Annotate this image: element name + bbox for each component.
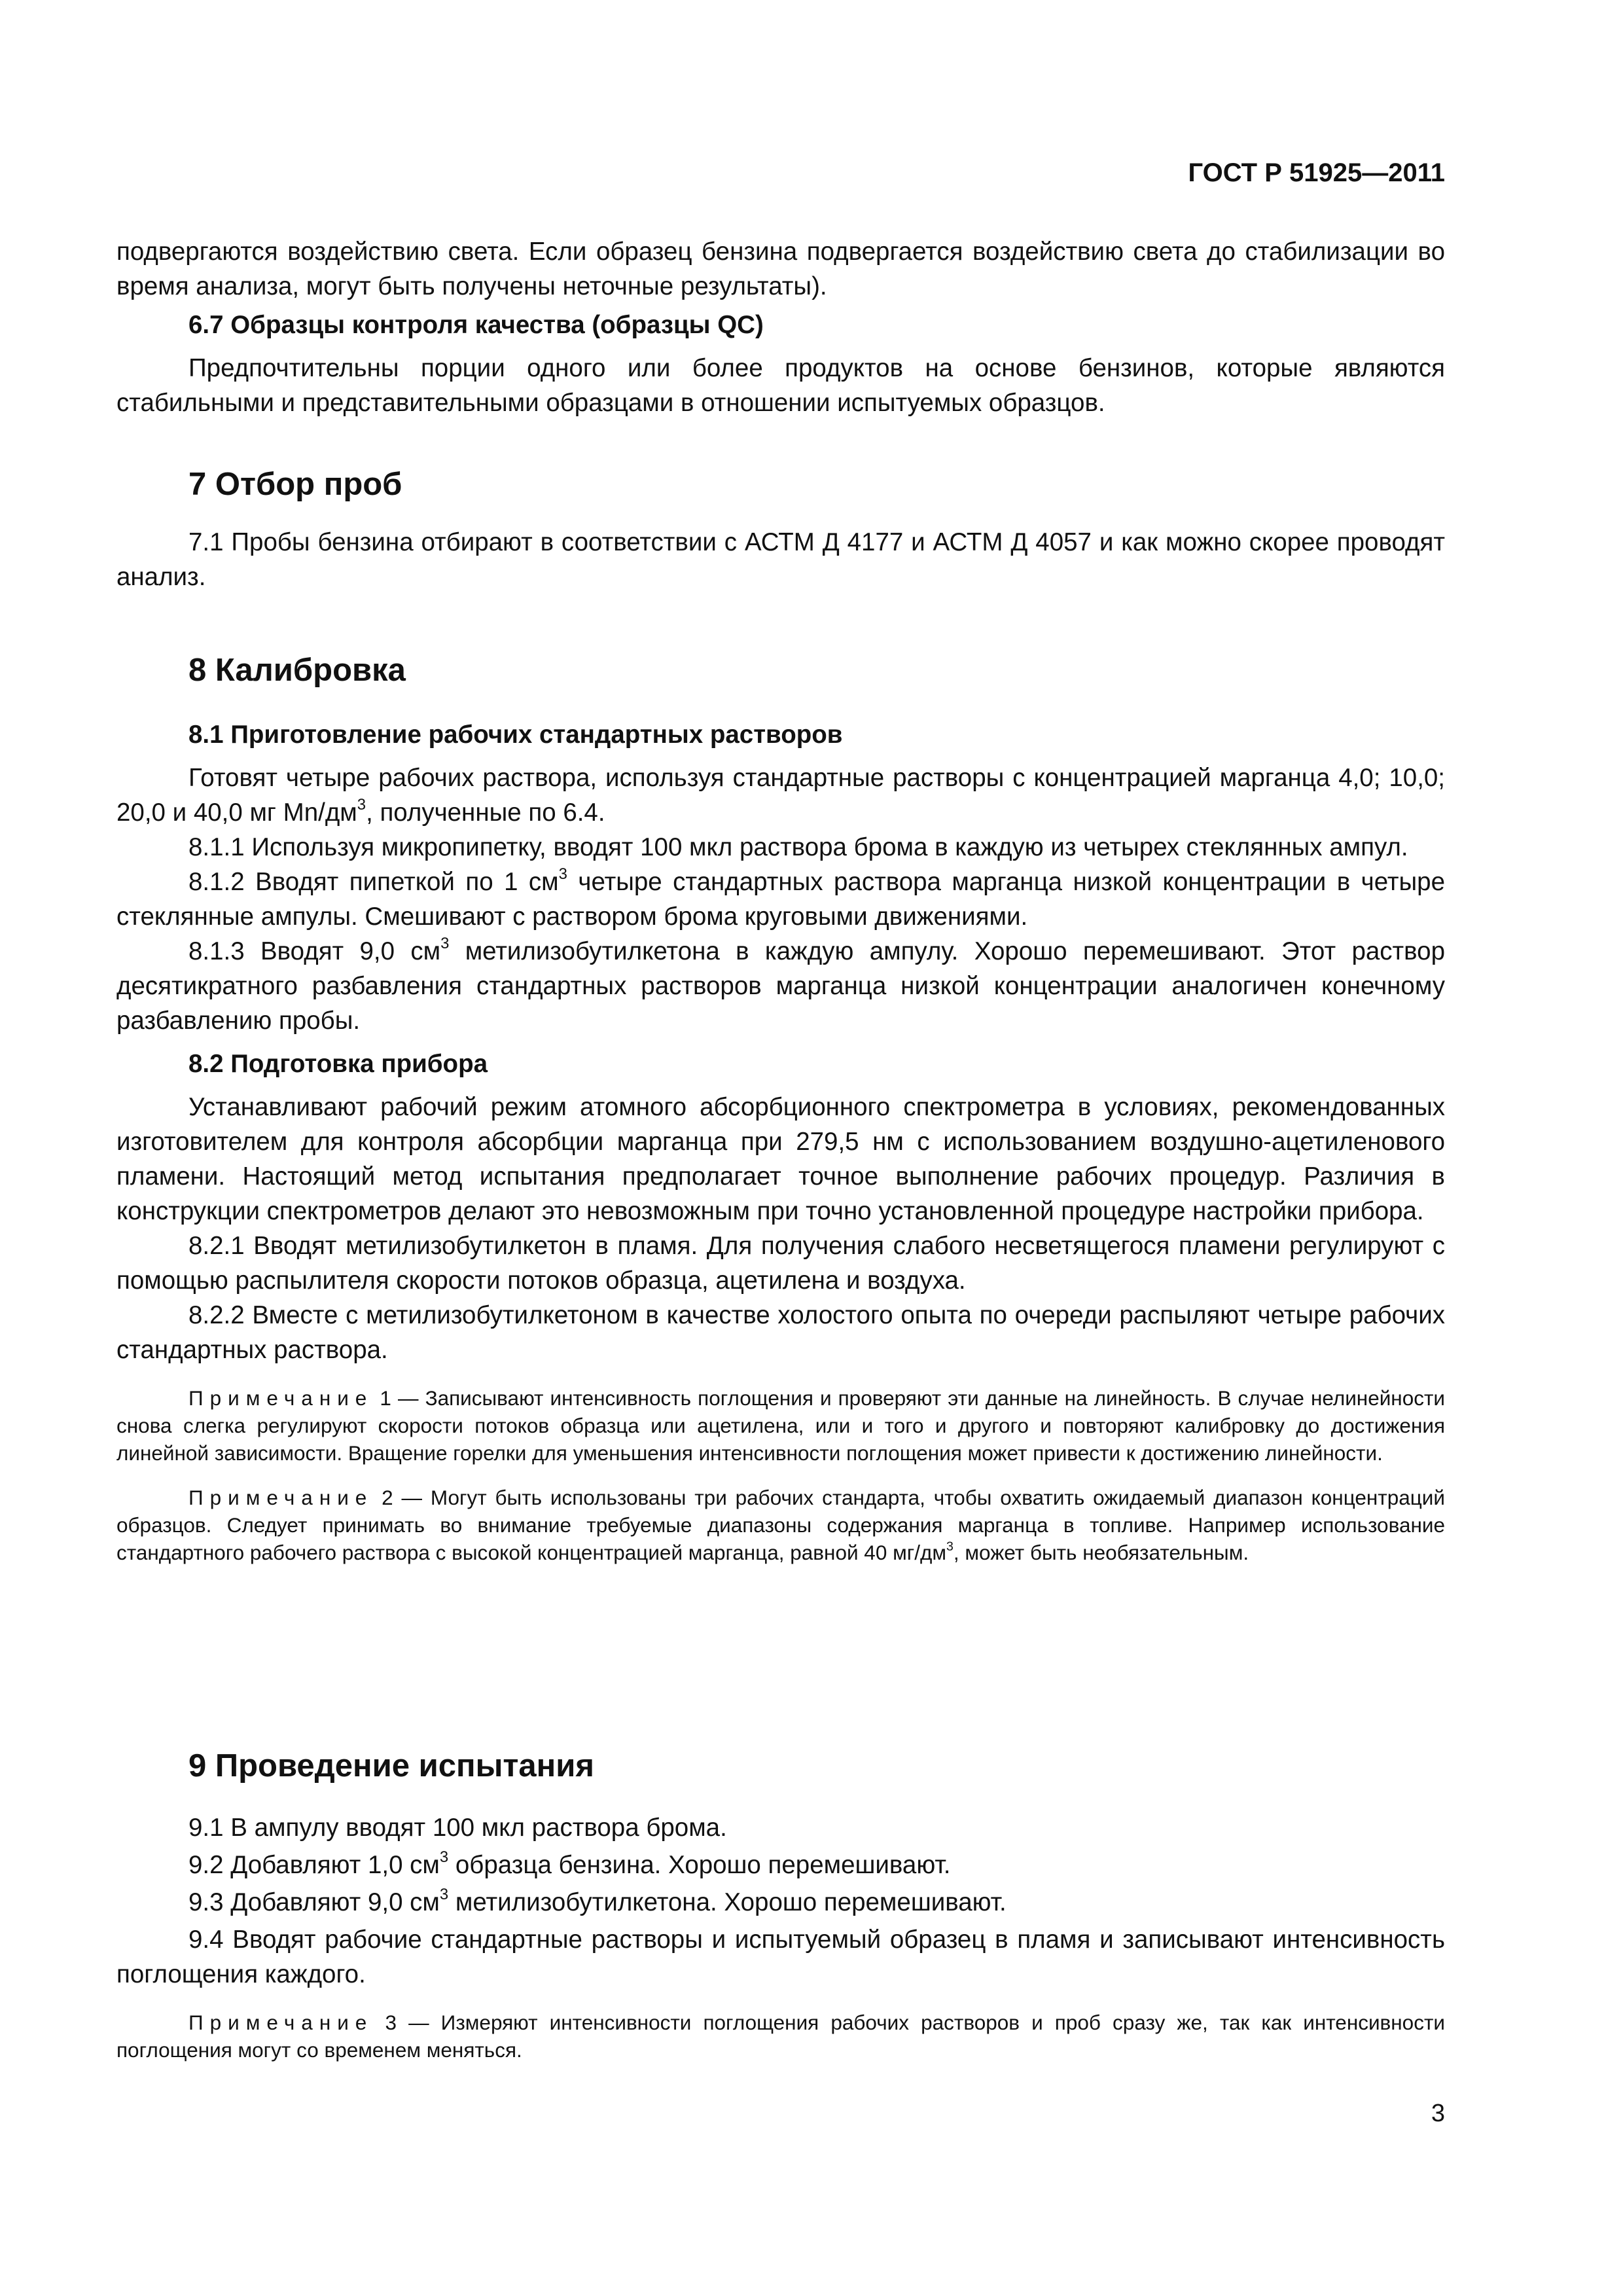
paragraph-9-3 xyxy=(116,1885,1445,1920)
text-part: образца бензина. Хорошо перемешивают. xyxy=(448,1851,951,1879)
intro-paragraph: подвергаются воздействию света. Если образец бензина подвергается воздействию света до стабилизации во время анализа, могут быть получены неточные результаты). xyxy=(116,238,1445,300)
paragraph-7-1: 7.1 Пробы бензина отбирают в соответствии с АСТМ Д 4177 и АСТМ Д 4057 и как можно скорее проводят анализ. xyxy=(116,528,1445,591)
page-number: 3 xyxy=(1431,2100,1445,2127)
text-part: , полученные по 6.4. xyxy=(366,798,605,827)
note-label: Примечание xyxy=(188,2011,374,2034)
paragraph-9-4: 9.4 Вводят рабочие стандартные растворы и испытуемый образец в пламя и записывают интенсивность поглощения каждого. xyxy=(116,1926,1445,1988)
section-7-title: 7 Отбор проб xyxy=(188,467,402,502)
section-8-1-title: 8.1 Приготовление рабочих стандартных растворов xyxy=(188,721,843,749)
text-part: четыре стандартных раствора марганца низкой концентрации в четыре стеклянные ампулы. Смешивают с раствором брома круговыми движениями. xyxy=(116,868,1445,931)
section-8 xyxy=(116,652,1445,1566)
section-8-1-text xyxy=(116,761,1445,830)
paragraph-8-2-1: 8.2.1 Вводят метилизобутилкетон в пламя. Для получения слабого несветящегося пламени регулируют с помощью распылителя скорости потоков образца, ацетилена и воздуха. xyxy=(116,1232,1445,1295)
section-9-title: 9 Проведение испытания xyxy=(188,1748,594,1784)
document-header: ГОСТ Р 51925—2011 xyxy=(1188,158,1445,187)
paragraph-8-1-1: 8.1.1 Используя микропипетку, вводят 100 мкл раствора брома в каждую из четырех стеклянных ампул. xyxy=(188,833,1408,861)
paragraph-8-1-2 xyxy=(116,865,1445,934)
section-6-7 xyxy=(116,308,1445,420)
section-8-2-text: Устанавливают рабочий режим атомного абсорбционного спектрометра в условиях, рекомендованных изготовителем для контроля абсорбции марганца при 279,5 нм с использованием воздушно-ацетиленового пламени. Настоящий метод испытания предполагает точное выполнение рабочих процедур. Различия в конструкции спектрометров делают это невозможным при точно установленной процедуре настройки прибора. xyxy=(116,1093,1445,1225)
intro-block xyxy=(116,234,1445,304)
note-text: — Измеряют интенсивности поглощения рабочих растворов и проб сразу же, так как интенсивности поглощения могут со временем меняться. xyxy=(116,2011,1445,2062)
superscript: 3 xyxy=(357,795,366,814)
section-6-7-title: 6.7 Образцы контроля качества (образцы QC) xyxy=(188,311,764,339)
text-part: 9.3 Добавляют 9,0 см xyxy=(188,1888,440,1916)
paragraph-8-2-2: 8.2.2 Вместе с метилизобутилкетоном в качестве холостого опыта по очереди распыляют четыре рабочих стандартных раствора. xyxy=(116,1301,1445,1364)
text-part: 8.1.3 Вводят 9,0 см xyxy=(188,937,441,965)
note-text: — Могут быть использованы три рабочих стандарта, чтобы охватить ожидаемый диапазон концентраций образцов. Следует принимать во внимание требуемые диапазоны содержания марганца в топливе. Например использование стандартного рабочего раствора с высокой концентрацией марганца, равной 40 мг/дм xyxy=(116,1486,1445,1564)
note-text: , может быть необязательным. xyxy=(953,1541,1249,1564)
section-8-2-title: 8.2 Подготовка прибора xyxy=(188,1050,488,1078)
note-label: Примечание xyxy=(188,1386,374,1410)
paragraph-9-1: 9.1 В ампулу вводят 100 мкл раствора брома. xyxy=(188,1814,727,1842)
superscript: 3 xyxy=(439,1848,449,1866)
text-part: метилизобутилкетона в каждую ампулу. Хорошо перемешивают. Этот раствор десятикратного разбавления стандартных растворов марганца низкой концентрации аналогичен конечному разбавлению пробы. xyxy=(116,937,1445,1035)
superscript: 3 xyxy=(439,1885,449,1903)
section-6-7-text: Предпочтительны порции одного или более продуктов на основе бензинов, которые являются стабильными и представительными образцами в отношении испытуемых образцов. xyxy=(116,354,1445,417)
note-number: 2 xyxy=(382,1486,393,1509)
note-number: 1 xyxy=(380,1386,391,1410)
superscript: 3 xyxy=(946,1539,954,1554)
text-part: метилизобутилкетона. Хорошо перемешивают. xyxy=(448,1888,1007,1916)
text-part: 8.1.2 Вводят пипеткой по 1 см xyxy=(188,868,559,896)
note-label: Примечание xyxy=(188,1486,374,1509)
note-1 xyxy=(116,1384,1445,1467)
superscript: 3 xyxy=(558,865,567,883)
superscript: 3 xyxy=(440,934,450,952)
note-text: — Записывают интенсивность поглощения и проверяют эти данные на линейность. В случае нелинейности снова слегка регулируют скорости потоков образца или ацетилена, или и того и другого и повторяют калибровку до достижения линейной зависимости. Вращение горелки для уменьшения интенсивности поглощения может привести к достижению линейности. xyxy=(116,1386,1445,1465)
section-7 xyxy=(116,466,1445,594)
text-part: Готовят четыре рабочих раствора, используя стандартные растворы с концентрацией марганца 4,0; 10,0; 20,0 и 40,0 мг Mn/дм xyxy=(116,764,1445,827)
paragraph-9-2 xyxy=(116,1848,1445,1882)
section-9 xyxy=(116,1748,1445,2064)
section-8-title: 8 Калибровка xyxy=(188,653,406,688)
note-number: 3 xyxy=(385,2011,397,2034)
note-2 xyxy=(116,1484,1445,1566)
note-3 xyxy=(116,2009,1445,2064)
text-part: 9.2 Добавляют 1,0 см xyxy=(188,1851,440,1879)
paragraph-8-1-3 xyxy=(116,934,1445,1038)
